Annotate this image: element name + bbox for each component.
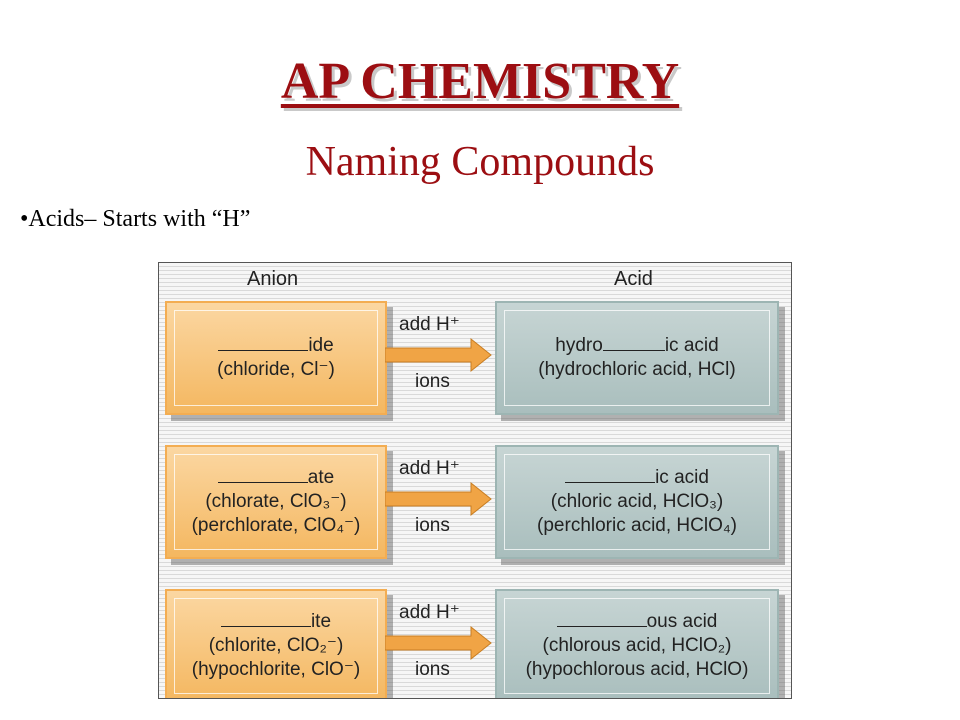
row-ide [159,301,791,427]
right-arrow-icon [385,625,495,661]
arrow-add-h-ions [385,589,495,699]
right-arrow-icon [385,337,495,373]
acid-example: (chloric acid, HClO₃) [550,491,724,512]
anion-box-ide [165,301,387,415]
anion-suffix: ate [218,466,334,490]
acid-box-ic [495,445,779,559]
acid-suffix: ic acid [565,466,709,490]
acid-naming-diagram [158,262,792,699]
anion-example: (perchlorate, ClO₄⁻) [191,515,361,536]
anion-example: (chloride, Cl⁻) [217,359,335,380]
bullet-acids: •Acids– Starts with “H” [20,206,251,232]
acid-example: (perchloric acid, HClO₄) [537,515,737,536]
acid-example: (hydrochloric acid, HCl) [538,359,736,380]
anion-example: (chlorate, ClO₃⁻) [205,491,347,512]
ions-label: ions [415,659,450,680]
add-h-label: add H⁺ [399,602,460,623]
row-ate [159,445,791,571]
slide-title: AP CHEMISTRY [280,53,680,110]
anion-example: (hypochlorite, ClO⁻) [191,659,361,680]
right-arrow-icon [385,481,495,517]
acid-example: (chlorous acid, HClO₂) [542,635,732,656]
add-h-label: add H⁺ [399,458,460,479]
anion-box-ate [165,445,387,559]
column-header-acid: Acid [614,268,653,290]
arrow-add-h-ions [385,301,495,411]
acid-suffix: hydro ic acid [555,335,719,356]
arrow-add-h-ions [385,445,495,555]
ions-label: ions [415,515,450,536]
acid-example: (hypochlorous acid, HClO) [525,659,749,680]
anion-example: (chlorite, ClO₂⁻) [208,635,344,656]
acid-box-hydro-ic [495,301,779,415]
anion-box-ite [165,589,387,699]
anion-suffix: ite [221,610,331,634]
anion-suffix: ide [218,334,333,358]
ions-label: ions [415,371,450,392]
acid-box-ous [495,589,779,699]
row-ite [159,589,791,699]
slide-subtitle: Naming Compounds [305,139,655,185]
acid-suffix: ous acid [557,610,718,634]
add-h-label: add H⁺ [399,314,460,335]
column-header-anion: Anion [247,268,299,290]
